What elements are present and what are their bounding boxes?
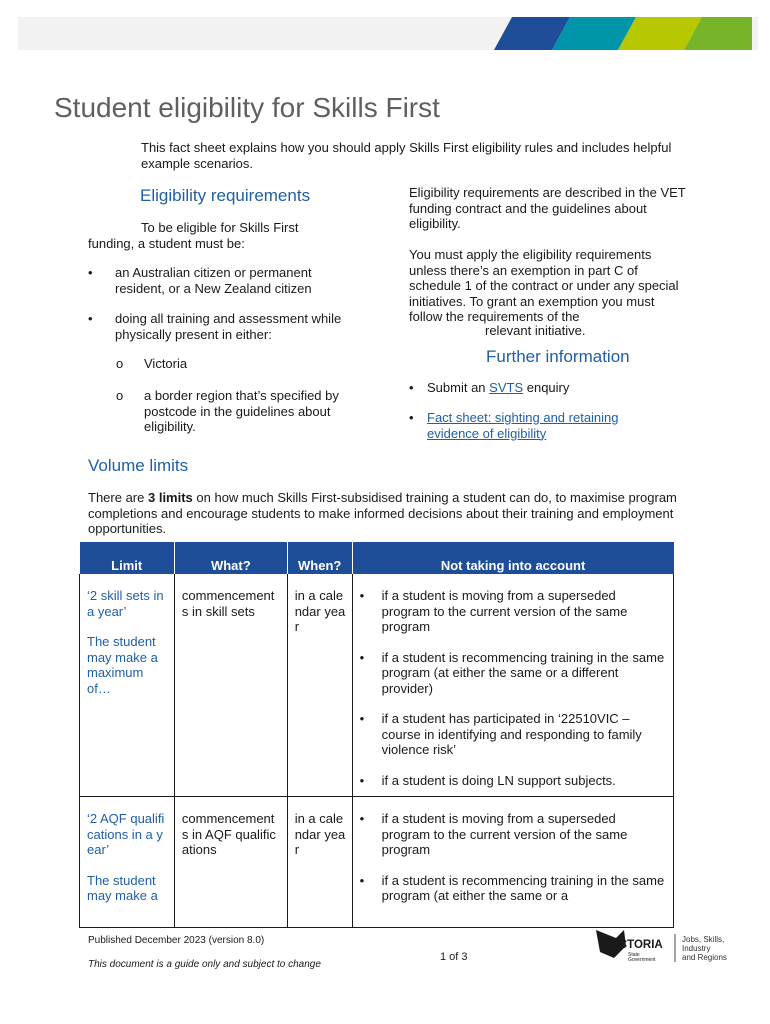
bullet-icon: • — [409, 410, 414, 425]
svts-link[interactable]: SVTS — [489, 380, 524, 395]
when-cell: in a calendar year — [287, 574, 352, 797]
exemption-paragraph: You must apply the eligibility requirements unless there’s an exemption in part C of schedule 1 of the contract or under any special initiatives. To grant an exemption you must follow the requirements of the — [409, 247, 679, 324]
header-stripes — [494, 17, 752, 50]
bullet-icon: • — [88, 265, 93, 280]
disclaimer: This document is a guide only and subject to change — [88, 959, 321, 970]
exclusions-cell — [352, 574, 673, 797]
table-row — [80, 797, 674, 928]
logo-government: Government — [628, 957, 656, 963]
bullet-icon: • — [409, 380, 414, 395]
limit-cell: ‘2 skill sets in a year’ The student may make a maximum of… — [80, 574, 175, 797]
contract-paragraph: Eligibility requirements are described in the VET funding contract and the guidelines about eligibility. — [409, 185, 686, 231]
header-limit: Limit — [80, 542, 175, 574]
table-row — [80, 574, 674, 797]
logo-state: State — [628, 952, 640, 958]
header-when: When? — [287, 542, 352, 574]
header-what: What? — [174, 542, 287, 574]
eligibility-lead-line2: funding, a student must be: — [88, 236, 245, 251]
exemption-paragraph-end: relevant initiative. — [485, 323, 586, 338]
volume-limits-text: There are 3 limits on how much Skills First-subsidised training a student can do, to maximise program completions and encourage students to make informed decisions about their training and employment opportunities. — [88, 490, 677, 536]
page-number: 1 of 3 — [440, 951, 468, 963]
victoria-government-logo — [594, 924, 744, 968]
bullet-icon: • — [88, 311, 93, 326]
volume-limits-table — [79, 542, 674, 928]
dept-line2: Industry — [682, 944, 711, 953]
dept-line3: and Regions — [682, 953, 727, 962]
sub-bullet-marker: o — [116, 356, 124, 371]
eligibility-heading: Eligibility requirements — [140, 186, 311, 205]
published-date: Published December 2023 (version 8.0) — [88, 935, 265, 946]
exclusions-cell — [352, 797, 673, 928]
fact-sheet-link[interactable]: Fact sheet: sighting and retaining evidence of eligibility — [427, 410, 619, 441]
list-item: • if a student is moving from a superseded program to the current version of the same program — [360, 811, 667, 858]
logo-wordmark: VICTORIA — [608, 939, 663, 951]
when-cell: in a calendar year — [287, 797, 352, 928]
list-item: • if a student has participated in ‘22510VIC – course in identifying and responding to family violence risk’ — [360, 711, 667, 758]
page-title: Student eligibility for Skills First — [54, 92, 440, 123]
list-item: • if a student is recommencing training in the same program (at either the same or a — [360, 873, 667, 904]
header-not-taking-into-account: Not taking into account — [352, 542, 673, 574]
table-header-row — [80, 542, 674, 574]
list-item: • if a student is moving from a superseded program to the current version of the same program — [360, 588, 667, 635]
eligibility-lead-line1: To be eligible for Skills First — [141, 220, 299, 235]
limits-count: 3 limits — [147, 490, 193, 505]
what-cell: commencements in AQF qualifications — [174, 797, 287, 928]
what-cell: commencements in skill sets — [174, 574, 287, 797]
limit-cell: ‘2 AQF qualifications in a year’ The student may make a — [80, 797, 175, 928]
volume-limits-heading: Volume limits — [88, 456, 189, 475]
dept-line1: Jobs, Skills, — [682, 935, 725, 944]
list-item: • if a student is recommencing training in the same program (at either the same or a different provider) — [360, 650, 667, 697]
sub-bullet-marker: o — [116, 388, 124, 403]
list-item: • if a student is doing LN support subjects. — [360, 773, 667, 789]
intro-text: This fact sheet explains how you should apply Skills First eligibility rules and includes helpful example scenarios. — [141, 140, 672, 171]
further-info-heading: Further information — [486, 347, 630, 366]
